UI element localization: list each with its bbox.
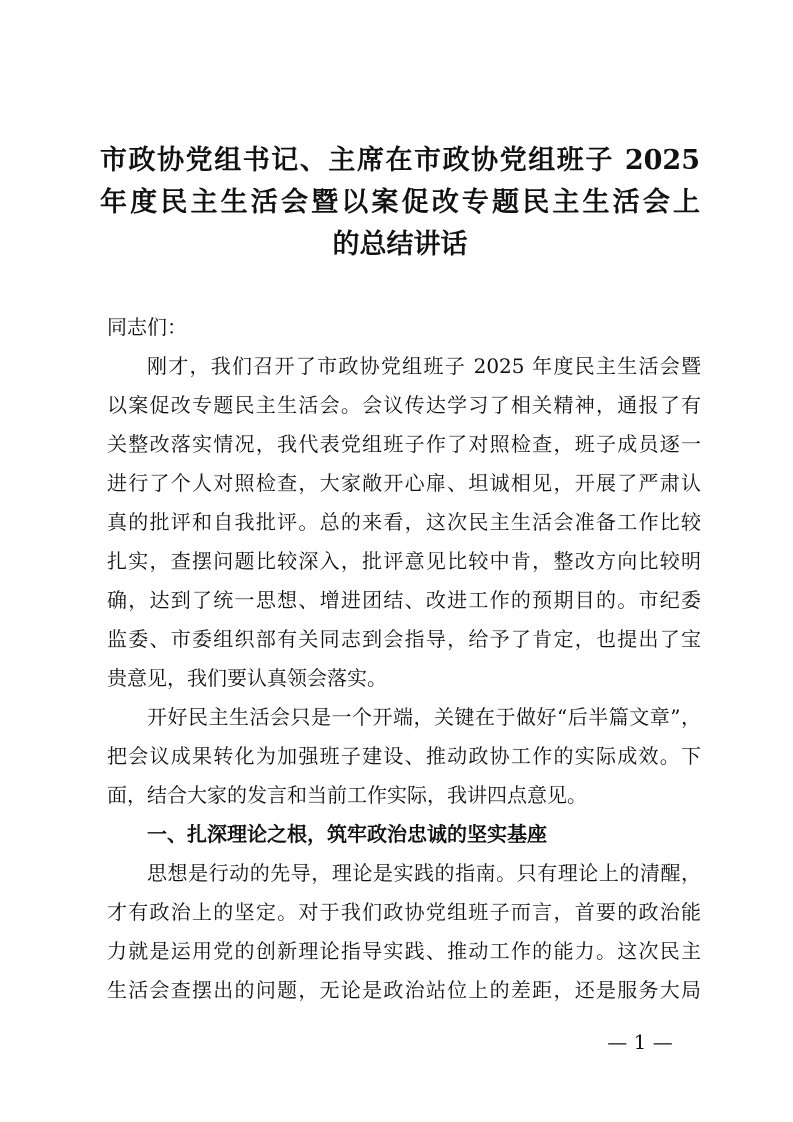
text-line: 思想是行动的先导，理论是实践的指南。只有理论上的清醒， bbox=[147, 861, 701, 885]
text-line: 开好民主生活会只是一个开端，关键在于做好“后半篇文章”， bbox=[147, 705, 701, 729]
document-title bbox=[100, 140, 700, 266]
document-body bbox=[107, 308, 701, 1010]
text-line: 生活会查摆出的问题，无论是政治站位上的差距，还是服务大局 bbox=[107, 978, 701, 1002]
salutation: 同志们： bbox=[107, 315, 187, 339]
text-line: 以案促改专题民主生活会。会议传达学习了相关精神，通报了有 bbox=[107, 393, 701, 417]
title-line: 的总结讲话 bbox=[332, 229, 468, 260]
page-number: — 1 — bbox=[607, 1030, 673, 1054]
text-line: 贵意见，我们要认真领会落实。 bbox=[107, 666, 387, 690]
title-line: 市政协党组书记、主席在市政协党组班子 2025 bbox=[100, 145, 700, 176]
text-line: 监委、市委组织部有关同志到会指导，给予了肯定，也提出了宝 bbox=[107, 627, 701, 651]
text-line: 关整改落实情况，我代表党组班子作了对照检查，班子成员逐一 bbox=[107, 432, 701, 456]
section-heading: 一、扎深理论之根，筑牢政治忠诚的坚实基座 bbox=[147, 822, 547, 846]
text-line: 刚才，我们召开了市政协党组班子 2025 年度民主生活会暨 bbox=[147, 354, 701, 378]
text-line: 力就是运用党的创新理论指导实践、推动工作的能力。这次民主 bbox=[107, 939, 701, 963]
text-line: 面，结合大家的发言和当前工作实际，我讲四点意见。 bbox=[107, 783, 587, 807]
title-line: 年度民主生活会暨以案促改专题民主生活会上 bbox=[100, 187, 700, 218]
text-line: 扎实，查摆问题比较深入，批评意见比较中肯，整改方向比较明 bbox=[107, 549, 701, 573]
text-line: 真的批评和自我批评。总的来看，这次民主生活会准备工作比较 bbox=[107, 510, 701, 534]
text-line: 把会议成果转化为加强班子建设、推动政协工作的实际成效。下 bbox=[107, 744, 701, 768]
paragraph-2 bbox=[107, 698, 701, 815]
text-line: 才有政治上的坚定。对于我们政协党组班子而言，首要的政治能 bbox=[107, 900, 701, 924]
paragraph-3 bbox=[107, 854, 701, 1010]
text-line: 确，达到了统一思想、增进团结、改进工作的预期目的。市纪委 bbox=[107, 588, 701, 612]
paragraph-1 bbox=[107, 347, 701, 698]
text-line: 进行了个人对照检查，大家敞开心扉、坦诚相见，开展了严肃认 bbox=[107, 471, 701, 495]
